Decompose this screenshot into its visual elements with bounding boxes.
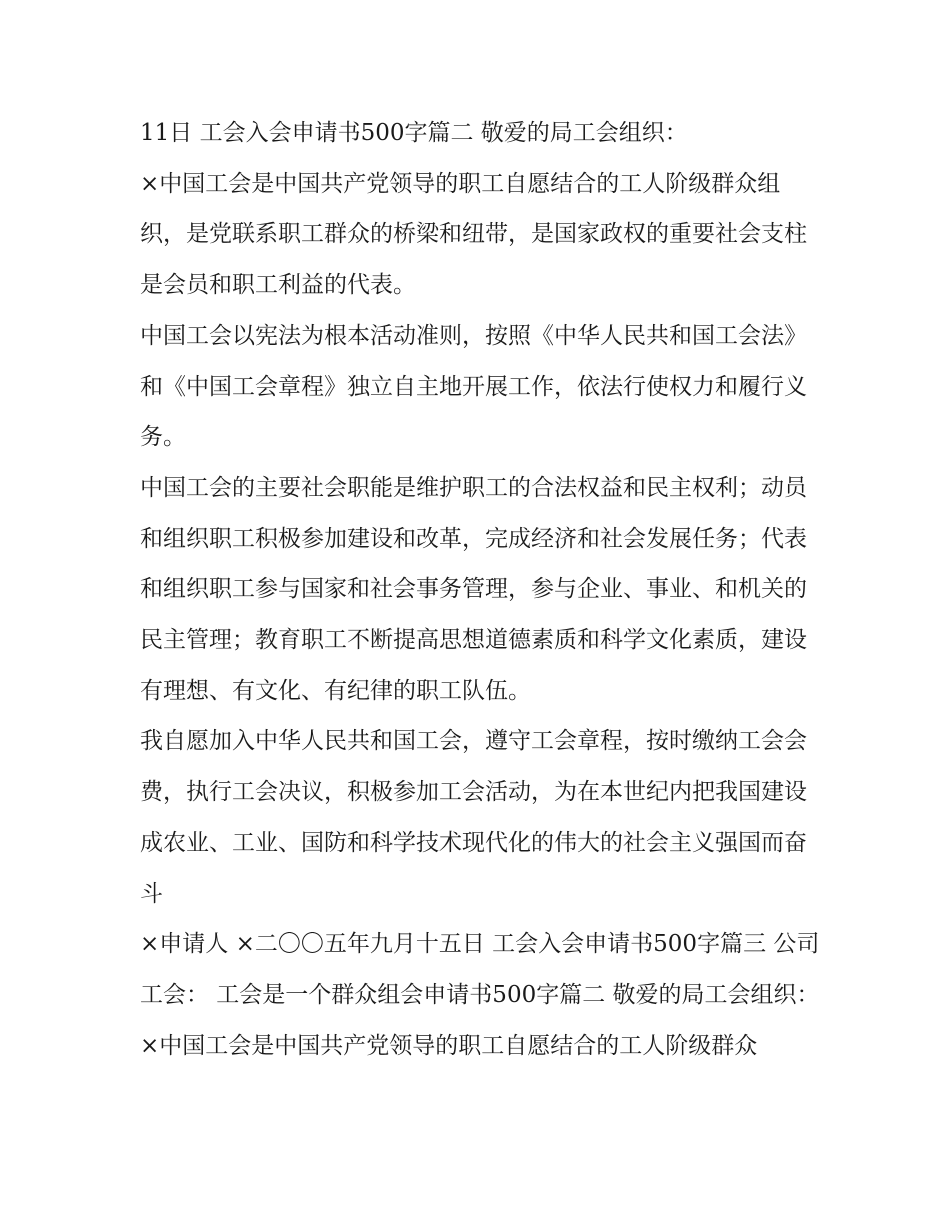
paragraph-repeat-start: ×中国工会是中国共产党领导的职工自愿结合的工人阶级群众 (140, 1032, 758, 1059)
paragraph-union-functions: 中国工会的主要社会职能是维护职工的合法权益和民主权利；动员和组织职工积极参加建设和改革，完成经济和社会发展任务；代表和组织职工参与国家和社会事务管理，参与企业、事业、和机关的民主管理；教育职工不断提高思想道德素质和科学文化素质，建设有理想、有文化、有纪律的职工队伍。 (140, 474, 807, 704)
paragraph-signature-date: ×申请人 ×二〇〇五年九月十五日 工会入会申请书500字篇三 公司工会： 工会是一个群众组会申请书500字篇二 敬爱的局工会组织： (140, 931, 820, 1008)
paragraph-applicant-pledge: 我自愿加入中华人民共和国工会，遵守工会章程，按时缴纳工会会费，执行工会决议，积极参加工会活动，为在本世纪内把我国建设成农业、工业、国防和科学技术现代化的伟大的社会主义强国而奋斗 (140, 728, 807, 907)
document-body (140, 108, 820, 1071)
paragraph-union-law: 中国工会以宪法为根本活动准则，按照《中华人民共和国工会法》和《中国工会章程》独立自主地开展工作，依法行使权力和履行义务。 (140, 322, 807, 451)
paragraph-intro: 11日 工会入会申请书500字篇二 敬爱的局工会组织： (140, 120, 688, 146)
paragraph-union-definition: ×中国工会是中国共产党领导的职工自愿结合的工人阶级群众组织，是党联系职工群众的桥梁和纽带，是国家政权的重要社会支柱是会员和职工利益的代表。 (140, 170, 807, 299)
